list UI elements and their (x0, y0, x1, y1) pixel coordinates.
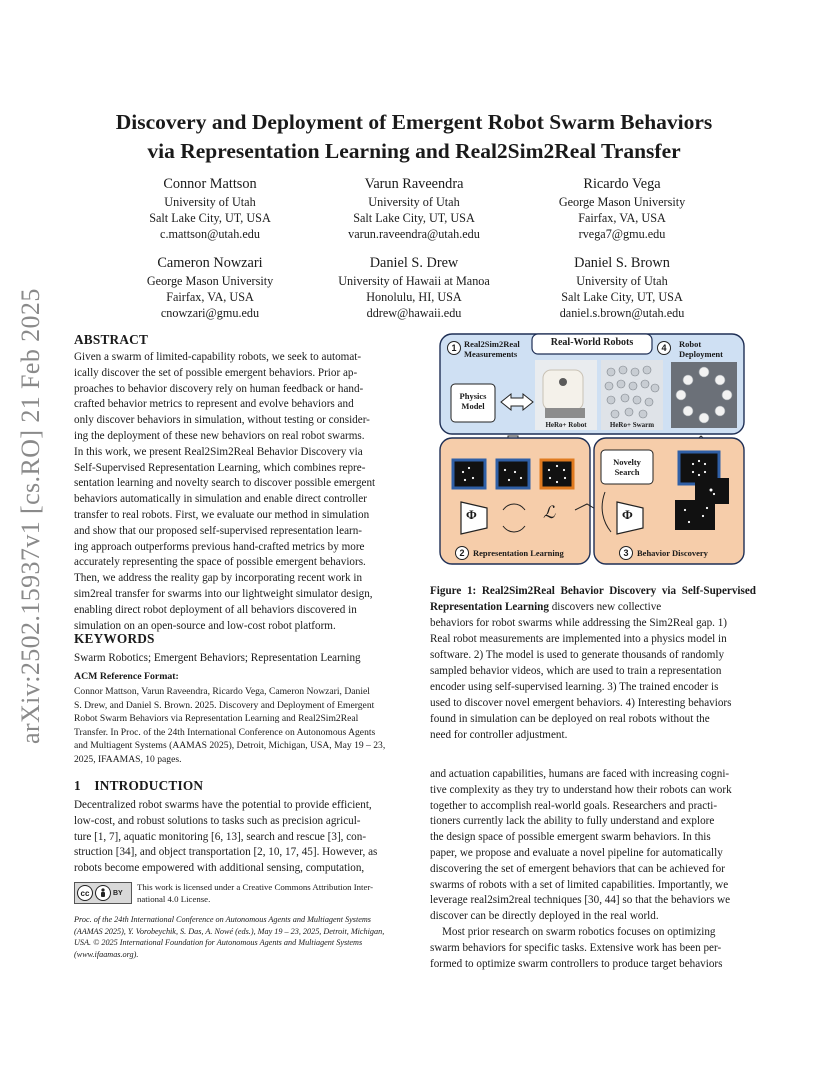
intro-line: discovering the set of emergent behaviors that can be achieved for (430, 862, 725, 875)
license-line-2: national 4.0 License. (137, 894, 211, 904)
abstract-line: sim2real transfer for swarms into our lightweight simulator design, (74, 587, 373, 600)
abstract-line: Self-Supervised Representation Learning, which combines repre- (74, 461, 366, 474)
abstract-line: ically discover the set of possible emergent behaviors. Prior ap- (74, 366, 358, 379)
intro-line: paper, we propose and evaluate a novel pipeline for automatically (430, 846, 723, 859)
author-affiliation: George Mason University (558, 195, 686, 209)
author-affiliation: Salt Lake City, UT, USA (149, 211, 271, 225)
physics-model-label: Physics Model (459, 391, 487, 411)
hero-swarm-label: HeRo+ Swarm (609, 421, 655, 429)
abstract-line: ing the deployment of these new behaviors on real robot swarms. (74, 429, 365, 442)
encoder-phi-label: Φ (466, 507, 477, 522)
abstract-line: and show that our proposed self-supervised representation learn- (74, 524, 363, 537)
title-line-2: via Representation Learning and Real2Sim2Real Transfer (147, 139, 681, 163)
person-icon (95, 885, 111, 901)
intro-line: low-cost, and robust solutions to tasks such as precision agricul- (74, 814, 361, 827)
abstract-line: behaviors automatically in simulation and enable direct controller (74, 493, 367, 506)
author-email[interactable]: daniel.s.brown@utah.edu (559, 306, 685, 320)
author-name: Varun Raveendra (364, 176, 464, 192)
author-affiliation: Salt Lake City, UT, USA (353, 211, 475, 225)
author-6 (502, 254, 742, 321)
behavior-frame-2 (497, 460, 529, 488)
cc-icon: cc (77, 885, 93, 901)
caption-line: found in simulation can be deployed on real robots without the (430, 713, 710, 725)
acm-reference-line: Robot Swarm Behaviors via Representation Learning and Real2Sim2Real (74, 713, 359, 725)
abstract-line: simulation on an open-source and low-cost robot platform. (74, 619, 336, 632)
keywords-heading: KEYWORDS (74, 631, 155, 646)
arxiv-identifier: arXiv:2502.15937v1 [cs.RO] 21 Feb 2025 (16, 288, 45, 744)
abstract-line: transfer to real robots. First, we evaluate our method in simulation (74, 508, 370, 521)
acm-reference-line: Transfer. In Proc. of the 24th International Conference on Autonomous Agents (74, 726, 376, 738)
abstract-line: crafted behavior metrics to represent and evolve behaviors and (74, 398, 354, 411)
caption-line: Real robot measurements are implemented into a physics model in (430, 633, 727, 645)
author-email[interactable]: c.mattson@utah.edu (160, 227, 260, 241)
caption-line: sampled behavior videos, which are used to train a representation (430, 665, 722, 677)
intro-line: the design space of possible emergent swarm behaviors. In this (430, 831, 711, 844)
intro-line: swarms of robots with a set of limited capabilities. Importantly, we (430, 878, 729, 891)
step-2-label: Representation Learning (473, 548, 564, 558)
author-5 (294, 254, 534, 321)
proceedings-line: USA. © 2025 International Foundation for Autonomous Agents and Multiagent Systems (74, 938, 363, 947)
acm-reference-line: Connor Mattson, Varun Raveendra, Ricardo Vega, Cameron Nowzari, Daniel (74, 686, 370, 697)
intro-line: struction [34], and object transportation [2, 10, 17, 45]. However, as (74, 846, 378, 859)
intro-line: together to accomplish real-world goals. Researchers and practi- (430, 799, 718, 812)
novelty-search-label: Novelty Search (613, 457, 641, 477)
intro-heading (74, 778, 203, 794)
acm-reference-line: and Multiagent Systems (AAMAS 2025), Detroit, Michigan, USA, May 19 – 23, (74, 740, 386, 752)
abstract-line: In this work, we present Real2Sim2Real Behavior Discovery via (74, 445, 363, 458)
intro-line: tive complexity as they try to understand how their robots can work (430, 783, 732, 796)
intro-line: leverage real2sim2real techniques [30, 44] so that the behaviors we (430, 894, 731, 907)
acm-reference-line: S. Drew, and Daniel S. Brown. 2025. Discovery and Deployment of Emergent (74, 699, 375, 711)
author-name: Daniel S. Drew (369, 255, 459, 271)
caption-line: behaviors for robot swarms while addressing the Sim2Real gap. 1) (430, 617, 728, 629)
intro-line: ture [1, 7], aquatic monitoring [6, 13], search and rescue [3], con- (74, 830, 367, 843)
abstract-line: accurately representing the space of possible emergent behaviors. (74, 556, 366, 569)
step-1-badge: 1 (447, 341, 461, 355)
hero-robot-label: HeRo+ Robot (545, 421, 587, 429)
real-world-robots-title: Real-World Robots (550, 337, 634, 348)
step-3-badge: 3 (619, 546, 633, 560)
caption-line: need for controller adjustment. (430, 729, 568, 741)
intro-line: swarm behaviors for specific tasks. Extensive work has been per- (430, 941, 722, 954)
license-text (137, 881, 402, 905)
intro-line: discover can be directly deployed in the real world. (430, 910, 659, 923)
figure-1-caption (430, 583, 756, 743)
author-affiliation: Honolulu, HI, USA (366, 290, 462, 304)
abstract-line: Then, we address the reality gap by incorporating recent work in (74, 572, 363, 585)
author-email[interactable]: rvega7@gmu.edu (578, 227, 666, 241)
author-affiliation: University of Utah (368, 195, 460, 209)
proceedings-line: (AAMAS 2025), Y. Vorobeychik, S. Das, A. Nowé (eds.), May 19 – 23, 2025, Detroit, Michigan, (74, 926, 385, 936)
abstract-heading: ABSTRACT (74, 332, 149, 347)
intro-line: tioners currently lack the ability to fully understand and explore (430, 815, 715, 828)
intro-line: robots become empowered with additional sensing, computation, (74, 862, 365, 875)
author-name: Ricardo Vega (583, 176, 661, 192)
abstract-line: proaches to behavior discovery rely on human feedback or hand- (74, 382, 364, 395)
intro-line: Most prior research on swarm robotics focuses on optimizing (442, 925, 716, 938)
behavior-frame-1 (453, 460, 485, 488)
abstract-line: sentation learning and novelty search to discover possible emergent (74, 477, 376, 490)
cc-by-badge[interactable] (74, 882, 132, 904)
keywords-text: Swarm Robotics; Emergent Behaviors; Representation Learning (74, 652, 361, 664)
proceedings-notice (74, 914, 404, 960)
caption-line: software. 2) The model is used to generate thousands of randomly (430, 649, 725, 661)
proceedings-line: (www.ifaamas.org). (74, 949, 139, 959)
intro-line: and actuation capabilities, humans are faced with increasing cogni- (430, 768, 730, 780)
acm-reference-line: 2025, IFAAMAS, 10 pages. (74, 753, 182, 765)
proceedings-line: Proc. of the 24th International Conference on Autonomous Agents and Multiagent Systems (74, 915, 371, 924)
author-2 (294, 175, 534, 242)
abstract-line: enabling direct robot deployment of all behaviors discovered in (74, 603, 357, 616)
step-4-badge: 4 (657, 341, 671, 355)
step-1-label: Real2Sim2Real Measurements (464, 339, 520, 359)
step-4-label: Robot Deployment (679, 339, 723, 359)
step-3-label: Behavior Discovery (637, 548, 708, 558)
step-2-badge: 2 (455, 546, 469, 560)
caption-line: discovers new collective (548, 601, 662, 613)
figure-1 (439, 332, 745, 566)
trained-encoder-phi-label: Φ (622, 507, 633, 522)
author-3 (502, 175, 742, 242)
intro-line: Decentralized robot swarms have the potential to provide efficient, (74, 799, 372, 811)
abstract-line: Given a swarm of limited-capability robots, we seek to automat- (74, 351, 362, 363)
caption-line: used to discover novel emergent behaviors. 4) Interesting behaviors (430, 697, 732, 709)
author-affiliation: University of Utah (576, 274, 668, 288)
author-name: Connor Mattson (163, 176, 257, 192)
license-line-1: This work is licensed under a Creative Commons Attribution Inter- (137, 882, 374, 892)
discovered-behavior-3 (675, 500, 715, 530)
author-email[interactable]: ddrew@hawaii.edu (366, 306, 462, 320)
author-affiliation: Salt Lake City, UT, USA (561, 290, 683, 304)
cc-by-label: BY (113, 889, 123, 897)
intro-body-right (430, 767, 756, 972)
caption-title: Figure 1: Real2Sim2Real Behavior Discovery via Self-Supervised Representation Learning (430, 585, 756, 613)
author-affiliation: Fairfax, VA, USA (578, 211, 666, 225)
author-email[interactable]: varun.raveendra@utah.edu (348, 227, 480, 241)
caption-line: encoder using self-supervised learning. 3) The trained encoder is (430, 681, 719, 693)
author-affiliation: University of Utah (164, 195, 256, 209)
intro-line: formed to optimize swarm controllers to produce target behaviors (430, 957, 723, 970)
figure-1-diagram (439, 332, 745, 566)
intro-heading-number: 1 (74, 778, 81, 793)
author-email[interactable]: cnowzari@gmu.edu (160, 306, 260, 320)
abstract-line: ing approach outperforms previous hand-crafted metrics by more (74, 540, 365, 553)
author-name: Cameron Nowzari (157, 255, 263, 271)
intro-heading-text: INTRODUCTION (94, 778, 204, 793)
author-name: Daniel S. Brown (574, 255, 670, 271)
title-line-1: Discovery and Deployment of Emergent Robot Swarm Behaviors (115, 110, 713, 134)
behavior-frame-3 (541, 460, 573, 488)
author-affiliation: University of Hawaii at Manoa (338, 274, 490, 288)
abstract-line: only discover behaviors in simulation, without testing or consider- (74, 414, 370, 427)
loss-symbol: ℒ (543, 503, 556, 522)
author-affiliation: George Mason University (146, 274, 274, 288)
abstract-body (74, 350, 399, 634)
acm-reference-heading: ACM Reference Format: (74, 671, 179, 682)
author-affiliation: Fairfax, VA, USA (166, 290, 254, 304)
paper-title (40, 108, 788, 166)
acm-reference-body (74, 685, 399, 767)
intro-body-left (74, 798, 399, 877)
